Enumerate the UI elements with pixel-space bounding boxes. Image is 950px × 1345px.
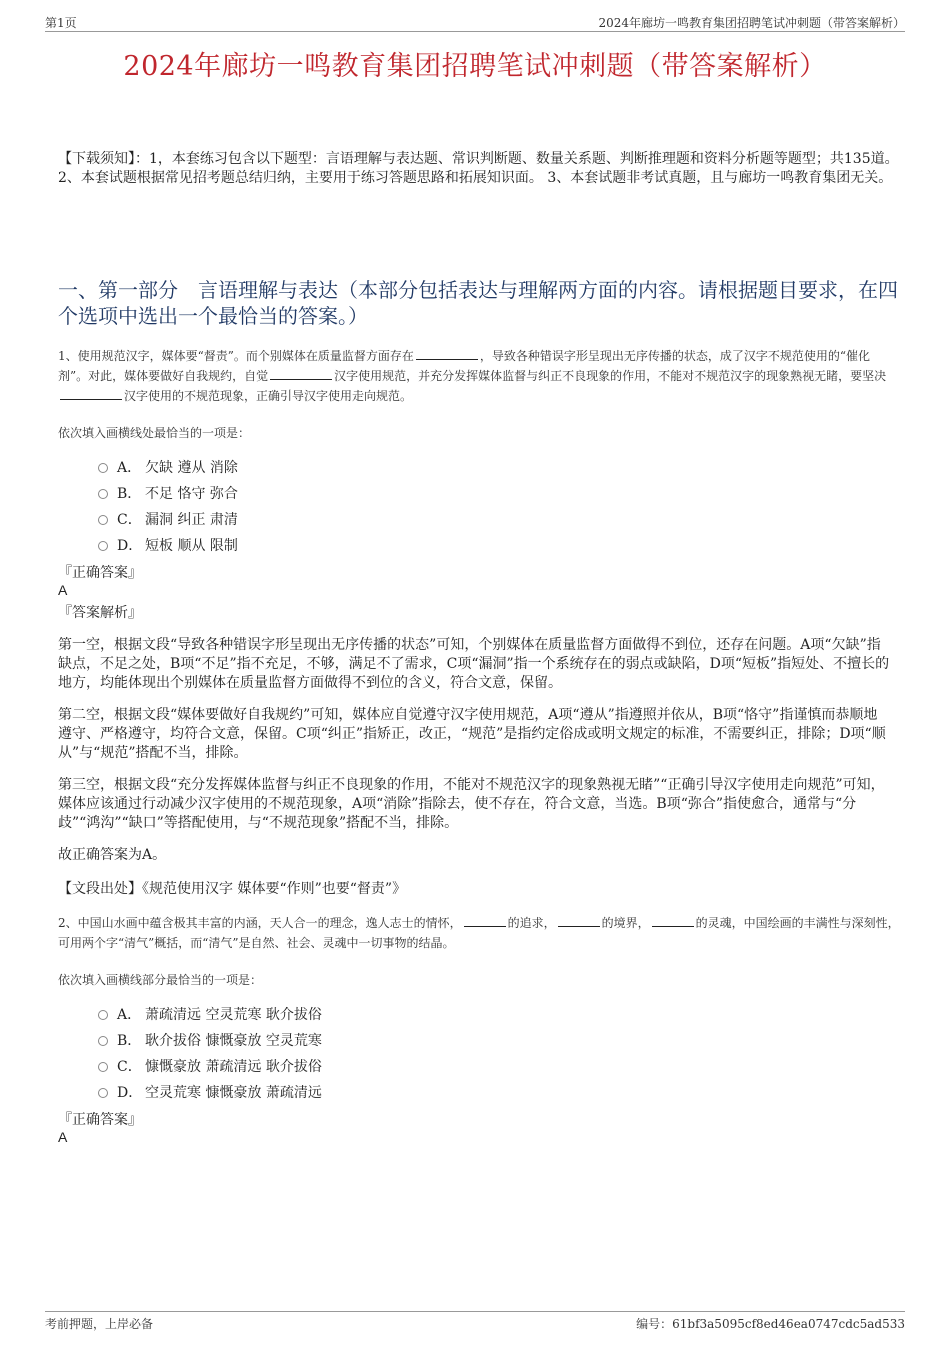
option-letter: A． xyxy=(117,1007,142,1023)
option-letter: D． xyxy=(117,1085,143,1101)
q2-text-part: 的追求， xyxy=(507,916,556,930)
question-1-analysis-label: 『答案解析』 xyxy=(58,605,142,621)
document-title: 2024年廊坊一鸣教育集团招聘笔试冲刺题（带答案解析） xyxy=(123,51,827,82)
fill-blank xyxy=(652,914,694,927)
question-2-answer-label: 『正确答案』 xyxy=(58,1112,142,1128)
radio-icon[interactable] xyxy=(98,515,108,525)
radio-icon[interactable] xyxy=(98,1062,108,1072)
fill-blank xyxy=(60,387,122,400)
question-2-option-b[interactable] xyxy=(98,1030,322,1050)
question-1-answer-label: 『正确答案』 xyxy=(58,565,142,581)
q1-text-part: ，导致各种错误字形呈现出无序传播的状态，成了汉字不规范使用的“催化剂”。对此，媒体要做好自我规约，自觉 xyxy=(58,349,871,383)
fill-blank xyxy=(416,347,478,360)
q1-text-part: 汉字使用规范，并充分发挥媒体监督与纠正不良现象的作用，不能对不规范汉字的现象熟视无睹，要坚决 xyxy=(334,369,887,383)
analysis-paragraph-3: 第三空，根据文段“充分发挥媒体监督与纠正不良现象的作用，不能对不规范汉字的现象熟视无睹”“正确引导汉字使用走向规范”可知，媒体应该通过行动减少汉字使用的不规范现象，A项“消除”指除去，使不存在，符合文意，当选。B项“弥合”指使愈合，通常与“分歧”“鸿沟”“缺口”等搭配使用，与“不规范现象”搭配不当，排除。 xyxy=(58,777,885,831)
question-1-prompt: 依次填入画横线处最恰当的一项是： xyxy=(58,426,251,440)
header-doc-title: 2024年廊坊一鸣教育集团招聘笔试冲刺题（带答案解析） xyxy=(598,16,905,30)
page-header xyxy=(45,14,905,32)
option-text: 漏洞 纠正 肃清 xyxy=(145,512,238,528)
question-2-answer: A xyxy=(58,1129,68,1145)
question-1-option-d[interactable] xyxy=(98,535,238,555)
radio-icon[interactable] xyxy=(98,489,108,499)
fill-blank xyxy=(464,914,506,927)
option-letter: B． xyxy=(117,1033,142,1049)
option-letter: C． xyxy=(117,1059,142,1075)
q2-text-part: 2、中国山水画中蕴含极其丰富的内涵，天人合一的理念，逸人志士的情怀， xyxy=(58,916,462,930)
question-2-option-d[interactable] xyxy=(98,1082,322,1102)
option-text: 欠缺 遵从 消除 xyxy=(145,460,238,476)
option-text: 空灵荒寒 慷慨豪放 萧疏清远 xyxy=(145,1085,322,1101)
radio-icon[interactable] xyxy=(98,1088,108,1098)
footer-divider xyxy=(45,1311,905,1312)
option-letter: A． xyxy=(117,460,142,476)
option-letter: B． xyxy=(117,486,142,502)
fill-blank xyxy=(270,367,332,380)
question-2-option-c[interactable] xyxy=(98,1056,322,1076)
question-1-option-a[interactable] xyxy=(98,457,238,477)
option-text: 不足 恪守 弥合 xyxy=(145,486,238,502)
question-1-answer: A xyxy=(58,582,68,598)
question-1-text xyxy=(58,346,900,406)
radio-icon[interactable] xyxy=(98,463,108,473)
q2-text-part: 的境界， xyxy=(601,916,650,930)
option-text: 短板 顺从 限制 xyxy=(145,538,238,554)
radio-icon[interactable] xyxy=(98,541,108,551)
option-letter: C． xyxy=(117,512,142,528)
question-1-option-b[interactable] xyxy=(98,483,238,503)
question-2-prompt: 依次填入画横线部分最恰当的一项是： xyxy=(58,973,263,987)
passage-source: 【文段出处】《规范使用汉字 媒体要“作则”也要“督责”》 xyxy=(58,881,407,897)
q2-text-part: 的灵魂，中国绘画的丰满性与深刻性，可用两个字“清气”概括，而“清气”是自然、社会、灵魂中一切事物的结晶。 xyxy=(58,916,900,950)
option-text: 萧疏清远 空灵荒寒 耿介拔俗 xyxy=(145,1007,322,1023)
q1-text-part: 1、使用规范汉字，媒体要“督责”。而个别媒体在质量监督方面存在 xyxy=(58,349,414,363)
question-1-option-c[interactable] xyxy=(98,509,238,529)
page-number: 第1页 xyxy=(45,16,77,30)
analysis-conclusion: 故正确答案为A。 xyxy=(58,847,167,863)
fill-blank xyxy=(558,914,600,927)
radio-icon[interactable] xyxy=(98,1036,108,1046)
section-heading: 一、第一部分 言语理解与表达（本部分包括表达与理解两方面的内容。请根据题目要求，在四个选项中选出一个最恰当的答案。） xyxy=(58,278,898,328)
question-2-text xyxy=(58,913,900,953)
option-text: 慷慨豪放 萧疏清远 耿介拔俗 xyxy=(145,1059,322,1075)
analysis-paragraph-2: 第二空，根据文段“媒体要做好自我规约”可知，媒体应自觉遵守汉字使用规范，A项“遵从”指遵照并依从，B项“恪守”指谨慎而恭顺地遵守、严格遵守，均符合文意，保留。C项“纠正”指矫正，改正，“规范”是指约定俗成或明文规定的标准，不需要纠正，排除；D项“顺从”与“规范”搭配不当，排除。 xyxy=(58,707,886,761)
download-notice: 【下载须知】：1，本套练习包含以下题型：言语理解与表达题、常识判断题、数量关系题、判断推理题和资料分析题等题型；共135道。 2、本套试题根据常见招考题总结归纳，主要用于练习答题思路和拓展知识面。 3、本套试题非考试真题，且与廊坊一鸣教育集团无关。 xyxy=(58,151,899,186)
document-id: 编号：61bf3a5095cf8ed46ea0747cdc5ad533 xyxy=(636,1317,905,1331)
radio-icon[interactable] xyxy=(98,1010,108,1020)
q1-text-part: 汉字使用的不规范现象，正确引导汉字使用走向规范。 xyxy=(124,389,413,403)
analysis-paragraph-1: 第一空，根据文段“导致各种错误字形呈现出无序传播的状态”可知，个别媒体在质量监督方面做得不到位，还存在问题。A项“欠缺”指缺点，不足之处，B项“不足”指不充足，不够，满足不了需求，C项“漏洞”指一个系统存在的弱点或缺陷，D项“短板”指短处、不擅长的地方，均能体现出个别媒体在质量监督方面做得不到位的含义，符合文意，保留。 xyxy=(58,637,890,691)
footer-slogan: 考前押题，上岸必备 xyxy=(45,1317,154,1331)
option-letter: D． xyxy=(117,538,143,554)
header-divider xyxy=(45,31,905,32)
option-text: 耿介拔俗 慷慨豪放 空灵荒寒 xyxy=(145,1033,322,1049)
question-2-option-a[interactable] xyxy=(98,1004,322,1024)
